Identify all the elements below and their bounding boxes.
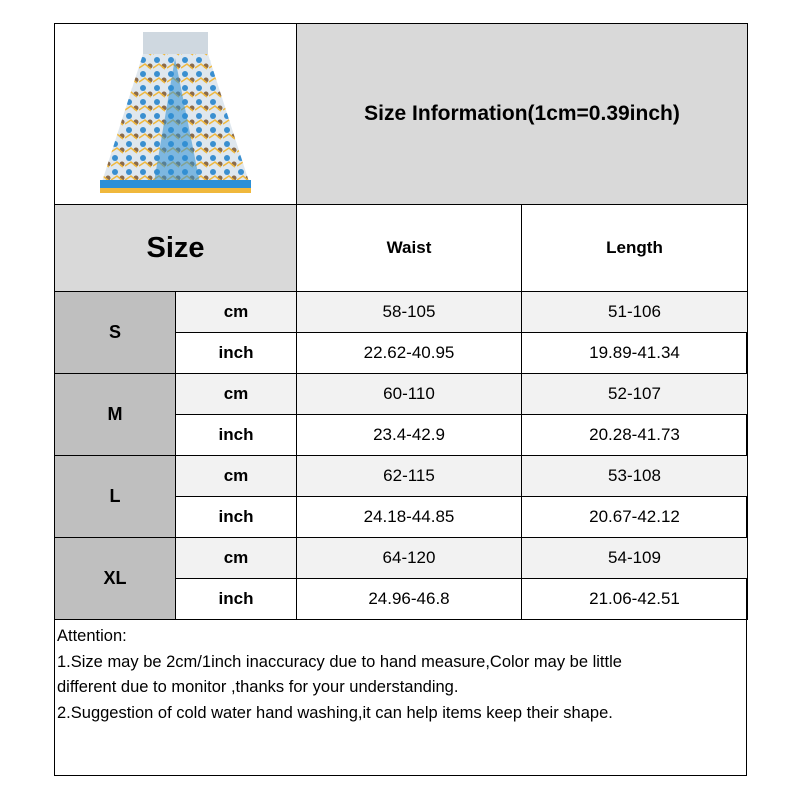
unit-inch: inch <box>176 497 297 538</box>
notes-line: 2.Suggestion of cold water hand washing,it can help items keep their shape. <box>57 703 613 722</box>
unit-inch: inch <box>176 579 297 620</box>
size-l: L <box>55 456 176 538</box>
waist-cm-m: 60-110 <box>297 374 522 415</box>
length-cm-m: 52-107 <box>522 374 748 415</box>
length-inch-xl: 21.06-42.51 <box>522 579 748 620</box>
length-cm-xl: 54-109 <box>522 538 748 579</box>
unit-cm: cm <box>176 374 297 415</box>
unit-inch: inch <box>176 415 297 456</box>
size-m: M <box>55 374 176 456</box>
size-xl: XL <box>55 538 176 620</box>
size-chart-table <box>54 23 748 620</box>
waist-inch-xl: 24.96-46.8 <box>297 579 522 620</box>
waist-inch-m: 23.4-42.9 <box>297 415 522 456</box>
table-row <box>55 374 748 415</box>
unit-cm: cm <box>176 456 297 497</box>
unit-cm: cm <box>176 292 297 333</box>
waist-inch-s: 22.62-40.95 <box>297 333 522 374</box>
length-inch-m: 20.28-41.73 <box>522 415 748 456</box>
notes-line: different due to monitor ,thanks for your understanding. <box>57 678 459 696</box>
waist-inch-l: 24.18-44.85 <box>297 497 522 538</box>
skirt-product-image <box>83 28 268 200</box>
size-s: S <box>55 292 176 374</box>
product-image-cell <box>55 24 297 205</box>
unit-inch: inch <box>176 333 297 374</box>
length-cm-l: 53-108 <box>522 456 748 497</box>
notes-heading: Attention: <box>57 627 127 645</box>
length-cm-s: 51-106 <box>522 292 748 333</box>
size-header: Size <box>55 205 297 292</box>
length-header: Length <box>522 205 748 292</box>
waist-cm-l: 62-115 <box>297 456 522 497</box>
table-row <box>55 538 748 579</box>
waist-cm-s: 58-105 <box>297 292 522 333</box>
length-inch-l: 20.67-42.12 <box>522 497 748 538</box>
waist-header: Waist <box>297 205 522 292</box>
unit-cm: cm <box>176 538 297 579</box>
table-title: Size Information(1cm=0.39inch) <box>297 24 748 205</box>
length-inch-s: 19.89-41.34 <box>522 333 748 374</box>
notes-line: 1.Size may be 2cm/1inch inaccuracy due to hand measure,Color may be little <box>57 652 622 671</box>
table-row <box>55 456 748 497</box>
table-row <box>55 292 748 333</box>
waist-cm-xl: 64-120 <box>297 538 522 579</box>
attention-notes <box>57 624 743 726</box>
